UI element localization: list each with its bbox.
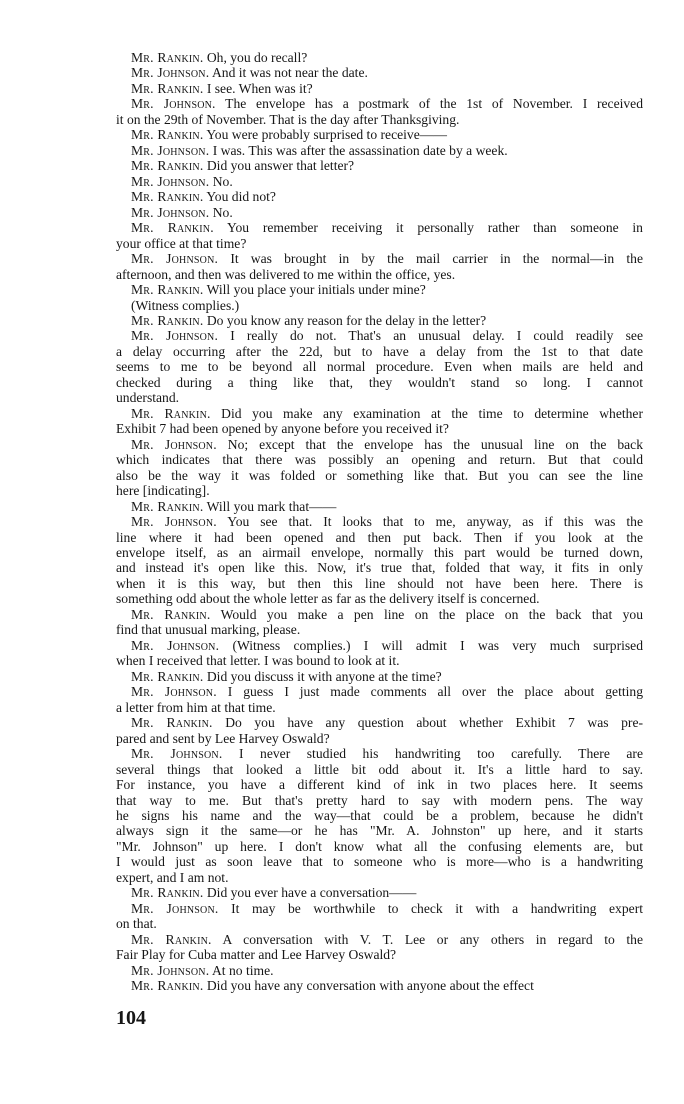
text-line [116, 854, 643, 869]
line-text: on that. [116, 916, 157, 932]
line-text: envelope itself, as an airmail envelope, normally this part would be turned down, [116, 545, 643, 560]
speaker-name: Mr. Johnson. [131, 328, 219, 344]
text-line [116, 421, 643, 436]
transcript-body [116, 50, 643, 994]
speaker-name: Mr. Rankin. [131, 127, 204, 143]
line-text: several things that looked a little bit odd about it. It's a little hard to say. [116, 761, 643, 777]
line-text: here [indicating]. [116, 483, 210, 499]
text-line [116, 560, 643, 575]
text-line [116, 174, 643, 189]
text-line [116, 437, 643, 452]
text-line [116, 127, 643, 142]
text-line [116, 700, 643, 715]
line-text: You did not? [206, 189, 276, 205]
testimony-paragraph [116, 81, 643, 96]
testimony-paragraph [116, 932, 643, 963]
line-text: Will you mark that—— [206, 498, 337, 514]
testimony-paragraph [116, 669, 643, 684]
line-text: I really do not. That's an unusual delay. I could readily see [230, 328, 643, 344]
text-line [116, 591, 643, 606]
line-text: It was brought in by the mail carrier in the normal—in the [230, 251, 644, 267]
testimony-paragraph [116, 885, 643, 900]
line-text: Oh, you do recall? [206, 50, 308, 65]
line-text: afternoon, and then was delivered to me within the office, yes. [116, 266, 456, 282]
text-line [116, 978, 643, 993]
text-line [116, 112, 643, 127]
text-line [116, 65, 643, 80]
line-text: always sign it the same—or he has "Mr. A. Johnston" up here, and it starts [116, 823, 643, 839]
testimony-paragraph [116, 684, 643, 715]
text-line [116, 684, 643, 699]
line-text: I never studied his handwriting too carefully. There are [238, 746, 643, 762]
text-line [116, 777, 643, 792]
testimony-paragraph [116, 963, 643, 978]
speaker-name: Mr. Rankin. [131, 405, 211, 421]
testimony-paragraph [116, 158, 643, 173]
text-line [116, 81, 643, 96]
speaker-name: Mr. Rankin. [131, 606, 211, 622]
line-text: It may be worthwhile to check it with a handwriting expert [231, 900, 643, 916]
text-line [116, 50, 643, 65]
testimony-paragraph [116, 406, 643, 437]
text-line [116, 576, 643, 591]
speaker-name: Mr. Johnson. [131, 142, 210, 158]
line-text: also be the way it was folded or something like that. But you can see the line [116, 467, 643, 483]
text-line [116, 622, 643, 637]
testimony-paragraph [116, 715, 643, 746]
testimony-paragraph [116, 189, 643, 204]
speaker-name: Mr. Johnson. [131, 436, 217, 452]
text-line [116, 746, 643, 761]
line-text: No; except that the envelope has the unusual line on the back [227, 436, 644, 452]
speaker-name: Mr. Johnson. [131, 900, 219, 916]
text-line [116, 762, 643, 777]
line-text: And it was not near the date. [211, 65, 368, 81]
text-line [116, 607, 643, 622]
line-text: when it is this way, but then this line should not have been here. There is [116, 575, 643, 591]
testimony-paragraph [116, 220, 643, 251]
text-line [116, 205, 643, 220]
testimony-paragraph [116, 282, 643, 297]
testimony-paragraph [116, 328, 643, 405]
line-text: At no time. [211, 962, 274, 978]
testimony-paragraph [116, 638, 643, 669]
line-text: a letter from him at that time. [116, 699, 276, 715]
line-text: Did you answer that letter? [206, 158, 355, 174]
speaker-name: Mr. Rankin. [131, 50, 204, 65]
line-text: Did you have any conversation with anyone about the effect [206, 978, 534, 994]
line-text: Did you discuss it with anyone at the time? [206, 668, 442, 684]
text-line [116, 452, 643, 467]
testimony-paragraph [116, 174, 643, 189]
line-text: something odd about the whole letter as far as the delivery itself is concerned. [116, 591, 540, 607]
speaker-name: Mr. Johnson. [131, 204, 210, 220]
text-line [116, 793, 643, 808]
text-line [116, 143, 643, 158]
line-text: Fair Play for Cuba matter and Lee Harvey Oswald? [116, 947, 397, 963]
line-text: "Mr. Johnson" up here. I don't know what all the confusing elements are, but [116, 838, 643, 854]
line-text: expert, and I am not. [116, 869, 229, 885]
testimony-paragraph [116, 499, 643, 514]
line-text: No. [212, 204, 233, 220]
testimony-paragraph [116, 298, 643, 313]
speaker-name: Mr. Johnson. [131, 637, 220, 653]
speaker-name: Mr. Johnson. [131, 65, 210, 81]
line-text: The envelope has a postmark of the 1st of November. I received [225, 96, 644, 112]
text-line [116, 823, 643, 838]
line-text: which indicates that there was possibly an opening and return. But that could [116, 452, 643, 468]
line-text: find that unusual marking, please. [116, 622, 301, 638]
speaker-name: Mr. Rankin. [131, 498, 204, 514]
line-text: a delay occurring after the 22d, but to have a delay from the 1st to that date [116, 343, 643, 359]
text-line [116, 638, 643, 653]
line-text: understand. [116, 390, 180, 406]
line-text: and instead it's open like this. Now, it's true that, folded that way, it fits in only [116, 560, 643, 576]
speaker-name: Mr. Rankin. [131, 80, 204, 96]
text-line [116, 189, 643, 204]
speaker-name: Mr. Rankin. [131, 715, 213, 731]
testimony-paragraph [116, 607, 643, 638]
testimony-paragraph [116, 251, 643, 282]
line-text: (Witness complies.) I will admit I was very much surprised [232, 637, 644, 653]
text-line [116, 282, 643, 297]
speaker-name: Mr. Rankin. [131, 885, 204, 901]
testimony-paragraph [116, 65, 643, 80]
testimony-paragraph [116, 978, 643, 993]
text-line [116, 390, 643, 405]
speaker-name: Mr. Johnson. [131, 173, 210, 189]
line-text: seems to me to be beyond all normal procedure. Even when mails are held and [116, 359, 643, 375]
testimony-paragraph [116, 437, 643, 499]
testimony-paragraph [116, 313, 643, 328]
speaker-name: Mr. Johnson. [131, 251, 219, 267]
text-line [116, 499, 643, 514]
text-line [116, 236, 643, 251]
text-line [116, 885, 643, 900]
text-line [116, 653, 643, 668]
text-line [116, 96, 643, 111]
line-text: Exhibit 7 had been opened by anyone before you received it? [116, 421, 449, 437]
line-text: You remember receiving it personally rather than someone in [227, 220, 643, 236]
line-text: You were probably surprised to receive—— [206, 127, 447, 143]
line-text: Would you make a pen line on the place on the back that you [220, 606, 643, 622]
testimony-paragraph [116, 901, 643, 932]
line-text: checked during a thing like that, they wouldn't stand so long. I cannot [116, 374, 643, 390]
line-text: A conversation with V. T. Lee or any others in regard to the [222, 931, 644, 947]
speaker-name: Mr. Rankin. [131, 668, 204, 684]
page-number: 104 [116, 1007, 146, 1029]
speaker-name: Mr. Johnson. [131, 684, 217, 700]
line-text: No. [212, 173, 233, 189]
testimony-paragraph [116, 746, 643, 885]
line-text: I guess I just made comments all over the place about getting [227, 684, 643, 700]
text-line [116, 963, 643, 978]
text-line [116, 839, 643, 854]
testimony-paragraph [116, 143, 643, 158]
text-line [116, 375, 643, 390]
text-line [116, 901, 643, 916]
testimony-paragraph [116, 514, 643, 607]
line-text: he signs his name and the way—that could be a problem, because he didn't [116, 807, 643, 823]
speaker-name: Mr. Rankin. [131, 978, 204, 994]
line-text: I would just as soon leave that to someone who is more—who is a handwriting [116, 854, 643, 870]
text-line [116, 313, 643, 328]
text-line [116, 483, 643, 498]
text-line [116, 220, 643, 235]
line-text: line where it had been opened and then put back. Then if you look at the [116, 529, 643, 545]
testimony-paragraph [116, 96, 643, 127]
text-line [116, 870, 643, 885]
text-line [116, 932, 643, 947]
speaker-name: Mr. Rankin. [131, 312, 204, 328]
text-line [116, 468, 643, 483]
text-line [116, 158, 643, 173]
line-text: when I received that letter. I was bound to look at it. [116, 653, 400, 669]
speaker-name: Mr. Rankin. [131, 282, 204, 298]
text-line [116, 731, 643, 746]
speaker-name: Mr. Rankin. [131, 189, 204, 205]
line-text: that way to me. But that's pretty hard to say with modern pens. The way [116, 792, 643, 808]
text-line [116, 808, 643, 823]
line-text: pared and sent by Lee Harvey Oswald? [116, 730, 330, 746]
line-text: For instance, you have a different kind of ink in two places here. It seems [116, 777, 643, 793]
speaker-name: Mr. Johnson. [131, 746, 223, 762]
line-text: I was. This was after the assassination date by a week. [212, 142, 508, 158]
text-line [116, 359, 643, 374]
speaker-name: Mr. Johnson. [131, 96, 216, 112]
text-line [116, 267, 643, 282]
line-text: You see that. It looks that to me, anyway, as if this was the [227, 514, 643, 530]
testimony-paragraph [116, 50, 643, 65]
line-text: Did you make any examination at the time to determine whether [221, 405, 643, 421]
line-text: it on the 29th of November. That is the day after Thanksgiving. [116, 111, 460, 127]
text-line [116, 916, 643, 931]
text-line [116, 715, 643, 730]
speaker-name: Mr. Johnson. [131, 514, 217, 530]
speaker-name: Mr. Rankin. [131, 220, 214, 236]
text-line [116, 514, 643, 529]
line-text: (Witness complies.) [131, 297, 240, 313]
text-line [116, 298, 643, 313]
line-text: your office at that time? [116, 235, 247, 251]
line-text: I see. When was it? [206, 80, 313, 96]
text-line [116, 251, 643, 266]
speaker-name: Mr. Rankin. [131, 931, 212, 947]
line-text: Do you know any reason for the delay in the letter? [206, 312, 487, 328]
testimony-paragraph [116, 205, 643, 220]
text-line [116, 947, 643, 962]
text-line [116, 406, 643, 421]
text-line [116, 545, 643, 560]
speaker-name: Mr. Rankin. [131, 158, 204, 174]
speaker-name: Mr. Johnson. [131, 962, 210, 978]
text-line [116, 530, 643, 545]
text-line [116, 669, 643, 684]
text-line [116, 344, 643, 359]
line-text: Will you place your initials under mine? [206, 282, 426, 298]
testimony-paragraph [116, 127, 643, 142]
line-text: Do you have any question about whether Exhibit 7 was pre- [225, 715, 644, 731]
line-text: Did you ever have a conversation—— [206, 885, 417, 901]
text-line [116, 328, 643, 343]
